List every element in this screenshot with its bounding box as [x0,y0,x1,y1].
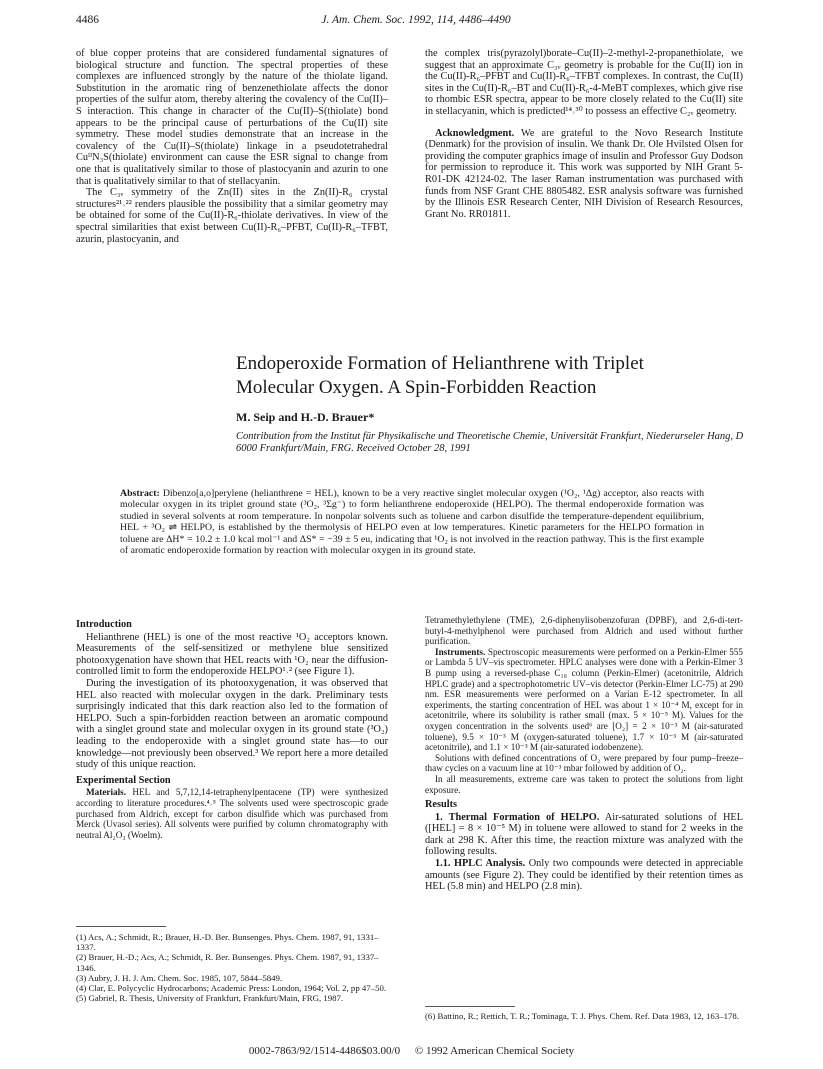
page-number: 4486 [76,14,99,26]
materials-label: Materials. [86,787,127,798]
title-line-2: Molecular Oxygen. A Spin-Forbidden Reaction [236,377,597,398]
ack-label: Acknowledgment. [435,127,515,139]
results-p1-label: 1. Thermal Formation of HELPO. [435,811,600,823]
ack-text: We are grateful to the Novo Research Institute (Denmark) for the provision of insulin. We thank Dr. Ole Hvilsted Olsen for providing the computer graphics image of insulin and Professor Guy Dodson for permission to reproduce it. This work was supported by NIH Grant 5-R01-DK 42124-02. The laser Raman instrumentation was purchased with funds from NSF Grant CHE 8805482. ESR analysis software was furnished by the Illinois ESR Research Center, NIH Division of Research Resources, Grant No. RR01811. [425,127,743,220]
affiliation: Contribution from the Institut für Physikalische und Theoretische Chemie, Universität Frankfurt, Niederurseler Hang, D 6000 Frankfurt/Main, FRG. Received October 28, 1991 [236,431,744,455]
experimental-heading: Experimental Section [76,774,171,786]
abstract-label: Abstract: [120,488,160,499]
footnote-6: (6) Battino, R.; Rettich, T. R.; Tominaga, T. J. Phys. Chem. Ref. Data 1983, 12, 163–178. [425,1011,740,1021]
authors: M. Seip and H.-D. Brauer* [236,410,375,424]
running-header [76,14,756,30]
materials-paragraph [76,787,388,840]
article-left-column [76,615,388,840]
prev-paragraph-2: The C₃ᵥ symmetry of the Zn(II) sites in the Zn(II)-R₆ crystal structures²¹˒²² renders plausible the possibility that a similar geometry may be obtained for some of the Cu(II)-R₆-thiolate derivatives. In view of the spectral similarities that exist between Cu(II)-R₆–PFBT, Cu(II)-R₆–TFBT, azurin, plastocyanin, and [76,187,388,245]
results-paragraph-2 [425,858,743,893]
journal-citation: J. Am. Chem. Soc. 1992, 114, 4486–4490 [321,14,511,26]
price-code: 0002-7863/92/1514-4486$03.00/0 [248,1045,401,1057]
footnote-2: (2) Brauer, H.-D.; Acs, A.; Schmidt, R. Ber. Bunsenges. Phys. Chem. 1987, 91, 1337–1346. [76,952,379,973]
intro-paragraph-2: During the investigation of its photooxygenation, it was observed that HEL also reacted with molecular oxygen in the dark. Preliminary tests surprisingly indicated that this dark reaction also led to the formation of HELPO. Such a spin-forbidden reaction between an aromatic compound with a singlet ground state and molecular oxygen in its ground state (³O₂) leading to the endoperoxide with a singlet ground state has—to our knowledge—not previously been observed.³ We report here a more detailed study of this unique reaction. [76,677,388,771]
acknowledgment [425,128,743,221]
instruments-paragraph [425,647,743,753]
results-p2-label: 1.1. HPLC Analysis. [435,858,526,870]
copyright: © 1992 American Chemical Society [414,1045,575,1057]
footnote-rule-left [76,926,166,927]
title-line-1: Endoperoxide Formation of Helianthrene with Triplet [236,353,644,374]
footnote-rule-right [425,1006,515,1007]
results-p1-text: Air-saturated solutions of HEL ([HEL] = 8 × 10⁻⁵ M) in toluene were allowed to stand for 2 weeks in the dark at 298 K. After this time, the reaction mixture was analyzed with the following results. [425,811,743,858]
article-right-column [425,615,743,893]
materials-continued: Tetramethylethylene (TME), 2,6-diphenylisobenzofuran (DPBF), and 2,6-di-tert-butyl-4-methylphenol were purchased from Aldrich and used without further purification. [425,615,743,647]
prev-article-right-column [425,48,743,220]
footnotes-right [425,1011,743,1021]
results-paragraph-1 [425,812,743,858]
results-heading: Results [425,799,458,811]
prev-paragraph-1: of blue copper proteins that are considered fundamental signatures of biological structure and function. The spectral properties of these complexes are influenced strongly by the nature of the thiolate ligand. Substitution in the aromatic ring of benzenethiolate affects the donor properties of the sulfur atom, thereby altering the covalency of the Cu(II)–S interaction. This change in character of the Cu(II)–S(thiolate) bond appears to be the principal cause of perturbations of the Cu(II) site symmetry. These model studies demonstrate that an increase in the covalency of the Cu(II)–S(thiolate) linkage in a pseudotetrahedral CuᴵᴵN₃S(thiolate) environment can cause the ESR signal to change from one that is qualitatively similar to those of plastocyanin and azurin to one that is qualitatively similar to that of stellacyanin. [76,48,388,187]
prev-paragraph-3: the complex tris(pyrazolyl)borate–Cu(II)–2-methyl-2-propanethiolate, we suggest that an approximate C₃ᵥ geometry is probable for the Cu(II) ion in the Cu(II)-R₆–PFBT and Cu(II)-R₆–TFBT complexes. In contrast, the Cu(II) sites in the Cu(II)-R₆–BT and Cu(II)-R₆-4-MeBT complexes, which give rise to rhombic ESR spectra, appear to be more closely related to the Cu(II) site in stellacyanin, which is predicted¹⁴˒³⁰ to possess an effective C₂ᵥ geometry. [425,48,743,117]
footnote-4: (4) Clar, E. Polycyclic Hydrocarbons; Academic Press: London, 1964; Vol. 2, pp 47–50. [76,983,387,994]
footnotes-left [76,932,388,1003]
instruments-label: Instruments. [435,646,486,657]
page-footer [0,1045,823,1057]
footnote-3: (3) Aubry, J. H. J. Am. Chem. Soc. 1985, 107, 5844–5849. [76,972,283,983]
footnote-5: (5) Gabriel, R. Thesis, University of Frankfurt, Frankfurt/Main, FRG, 1987. [76,993,344,1004]
abstract-text: Dibenzo[a,o]perylene (helianthrene = HEL), known to be a very reactive singlet molecular oxygen (¹O₂, ¹Δg) acceptor, also reacts with molecular oxygen in its triplet ground state (³O₂, ³Σg⁻) to form helianthrene endoperoxide (HELPO). The thermal endoperoxide formation was studied in several solvents at room temperature. In nonpolar solvents such as toluene and carbon disulfide the temperature-dependent equilibrium, HEL + ³O₂ ⇌ HELPO, is established by the thermolysis of HELPO even at low temperatures. Kinetic parameters for the HELPO formation in toluene are ΔH* = 10.2 ± 1.0 kcal mol⁻¹ and ΔS* = −39 ± 5 eu, indicating that ¹O₂ is not involved in the reaction pathway. This is the first example of aromatic endoperoxide formation by reaction with molecular oxygen in its ground state. [120,488,704,557]
materials-text: HEL and 5,7,12,14-tetraphenylpentacene (TP) were synthesized according to literature procedures.⁴˒⁵ The solvents used were spectroscopic grade purchased from Aldrich, except for carbon disulfide which was purchased from Merck (Uvasol series). All solvents were purified by column chromatography with neutral Al₂O₃ (Woelm). [76,787,388,840]
intro-heading: Introduction [76,619,132,630]
footnote-1: (1) Acs, A.; Schmidt, R.; Brauer, H.-D. Ber. Bunsenges. Phys. Chem. 1987, 91, 1331–1337. [76,932,379,953]
solutions-paragraph: Solutions with defined concentrations of O₂ were prepared by four pump–freeze–thaw cycles on a vacuum line at 10⁻³ mbar followed by addition of O₂. [425,752,743,774]
abstract [120,488,704,556]
care-paragraph: In all measurements, extreme care was taken to protect the solutions from light exposure. [425,773,743,795]
article-title [236,352,756,400]
instruments-text: Spectroscopic measurements were performed on a Perkin-Elmer 555 or Lambda 5 UV–vis spectrometer. HPLC analyses were done with a Perkin-Elmer 3 B pump using a reversed-phase C₁₈ column (Perkin-Elmer) (acetonitrile, Aldrich HPLC grade) and a spectrophotometric UV–vis detector (Perkin-Elmer LC-75) at 290 nm. ESR measurements were performed on a Varian E-12 spectrometer. In all experiments, the starting concentration of HEL was about 1 × 10⁻⁴ M, except for in acetonitrile, where its solubility is rather small (max. 5 × 10⁻⁵ M). Values for the oxygen concentration in the solvents used⁶ are [O₂] = 2 × 10⁻³ M (air-saturated toluene), 9.5 × 10⁻³ M (oxygen-saturated toluene), 1.7 × 10⁻³ M (air-saturated acetonitrile), and 1.1 × 10⁻³ M (air-saturated iodobenzene). [425,646,743,753]
intro-paragraph-1: Helianthrene (HEL) is one of the most reactive ¹O₂ acceptors known. Measurements of the self-sensitized or methylene blue sensitized photooxygenation have shown that HEL reacts with ¹O₂ near the diffusion-controlled limit to form the endoperoxide HELPO¹˒² (see Figure 1). [76,631,388,678]
prev-article-left-column [76,48,388,245]
results-p2-text: Only two compounds were detected in appreciable amounts (see Figure 2). They could be identified by their retention times as HEL (5.8 min) and HELPO (2.8 min). [425,858,743,893]
